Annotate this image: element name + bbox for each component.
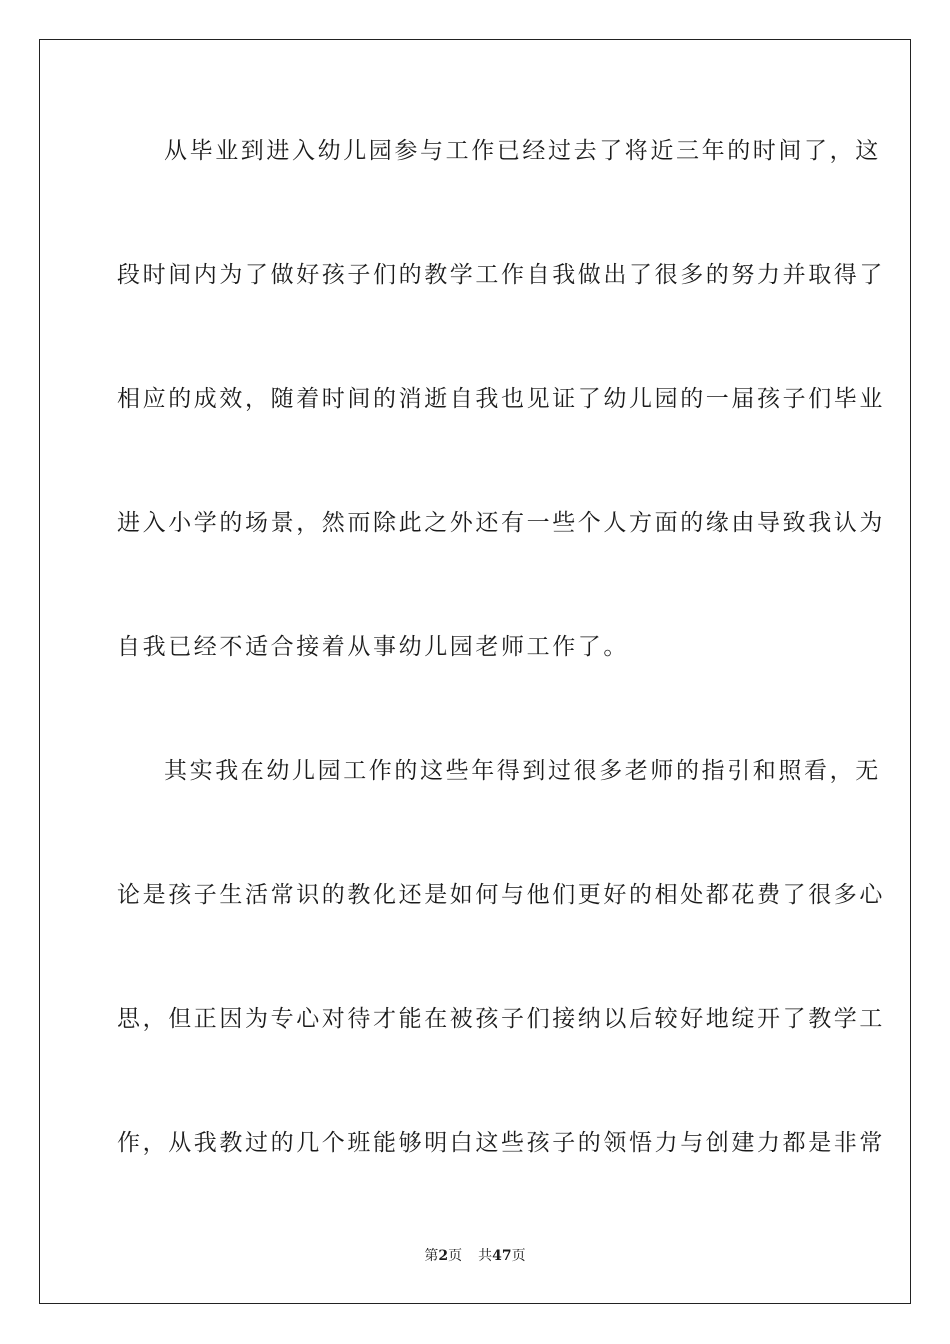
- text-line: 思，但正因为专心对待才能在被孩子们接纳以后较好地绽开了教学工: [117, 1006, 885, 1032]
- page-suffix: 页: [448, 1248, 463, 1264]
- page-border: [39, 39, 911, 1304]
- total-prefix: 共: [478, 1248, 493, 1264]
- text-line: 作，从我教过的几个班能够明白这些孩子的领悟力与创建力都是非常: [117, 1130, 885, 1156]
- page-number: 2: [438, 1248, 449, 1264]
- text-line: 段时间内为了做好孩子们的教学工作自我做出了很多的努力并取得了: [117, 262, 885, 288]
- page-footer: [0, 1246, 950, 1266]
- text-line: 其实我在幼儿园工作的这些年得到过很多老师的指引和照看，无: [164, 758, 881, 784]
- total-suffix: 页: [511, 1248, 526, 1264]
- text-line: 进入小学的场景，然而除此之外还有一些个人方面的缘由导致我认为: [117, 510, 885, 536]
- page-prefix: 第: [424, 1248, 439, 1264]
- text-line: 相应的成效，随着时间的消逝自我也见证了幼儿园的一届孩子们毕业: [117, 386, 885, 412]
- text-line: 论是孩子生活常识的教化还是如何与他们更好的相处都花费了很多心: [117, 882, 885, 908]
- text-line: 自我已经不适合接着从事幼儿园老师工作了。: [117, 634, 629, 660]
- text-line: 从毕业到进入幼儿园参与工作已经过去了将近三年的时间了，这: [164, 138, 881, 164]
- total-pages: 47: [492, 1248, 512, 1264]
